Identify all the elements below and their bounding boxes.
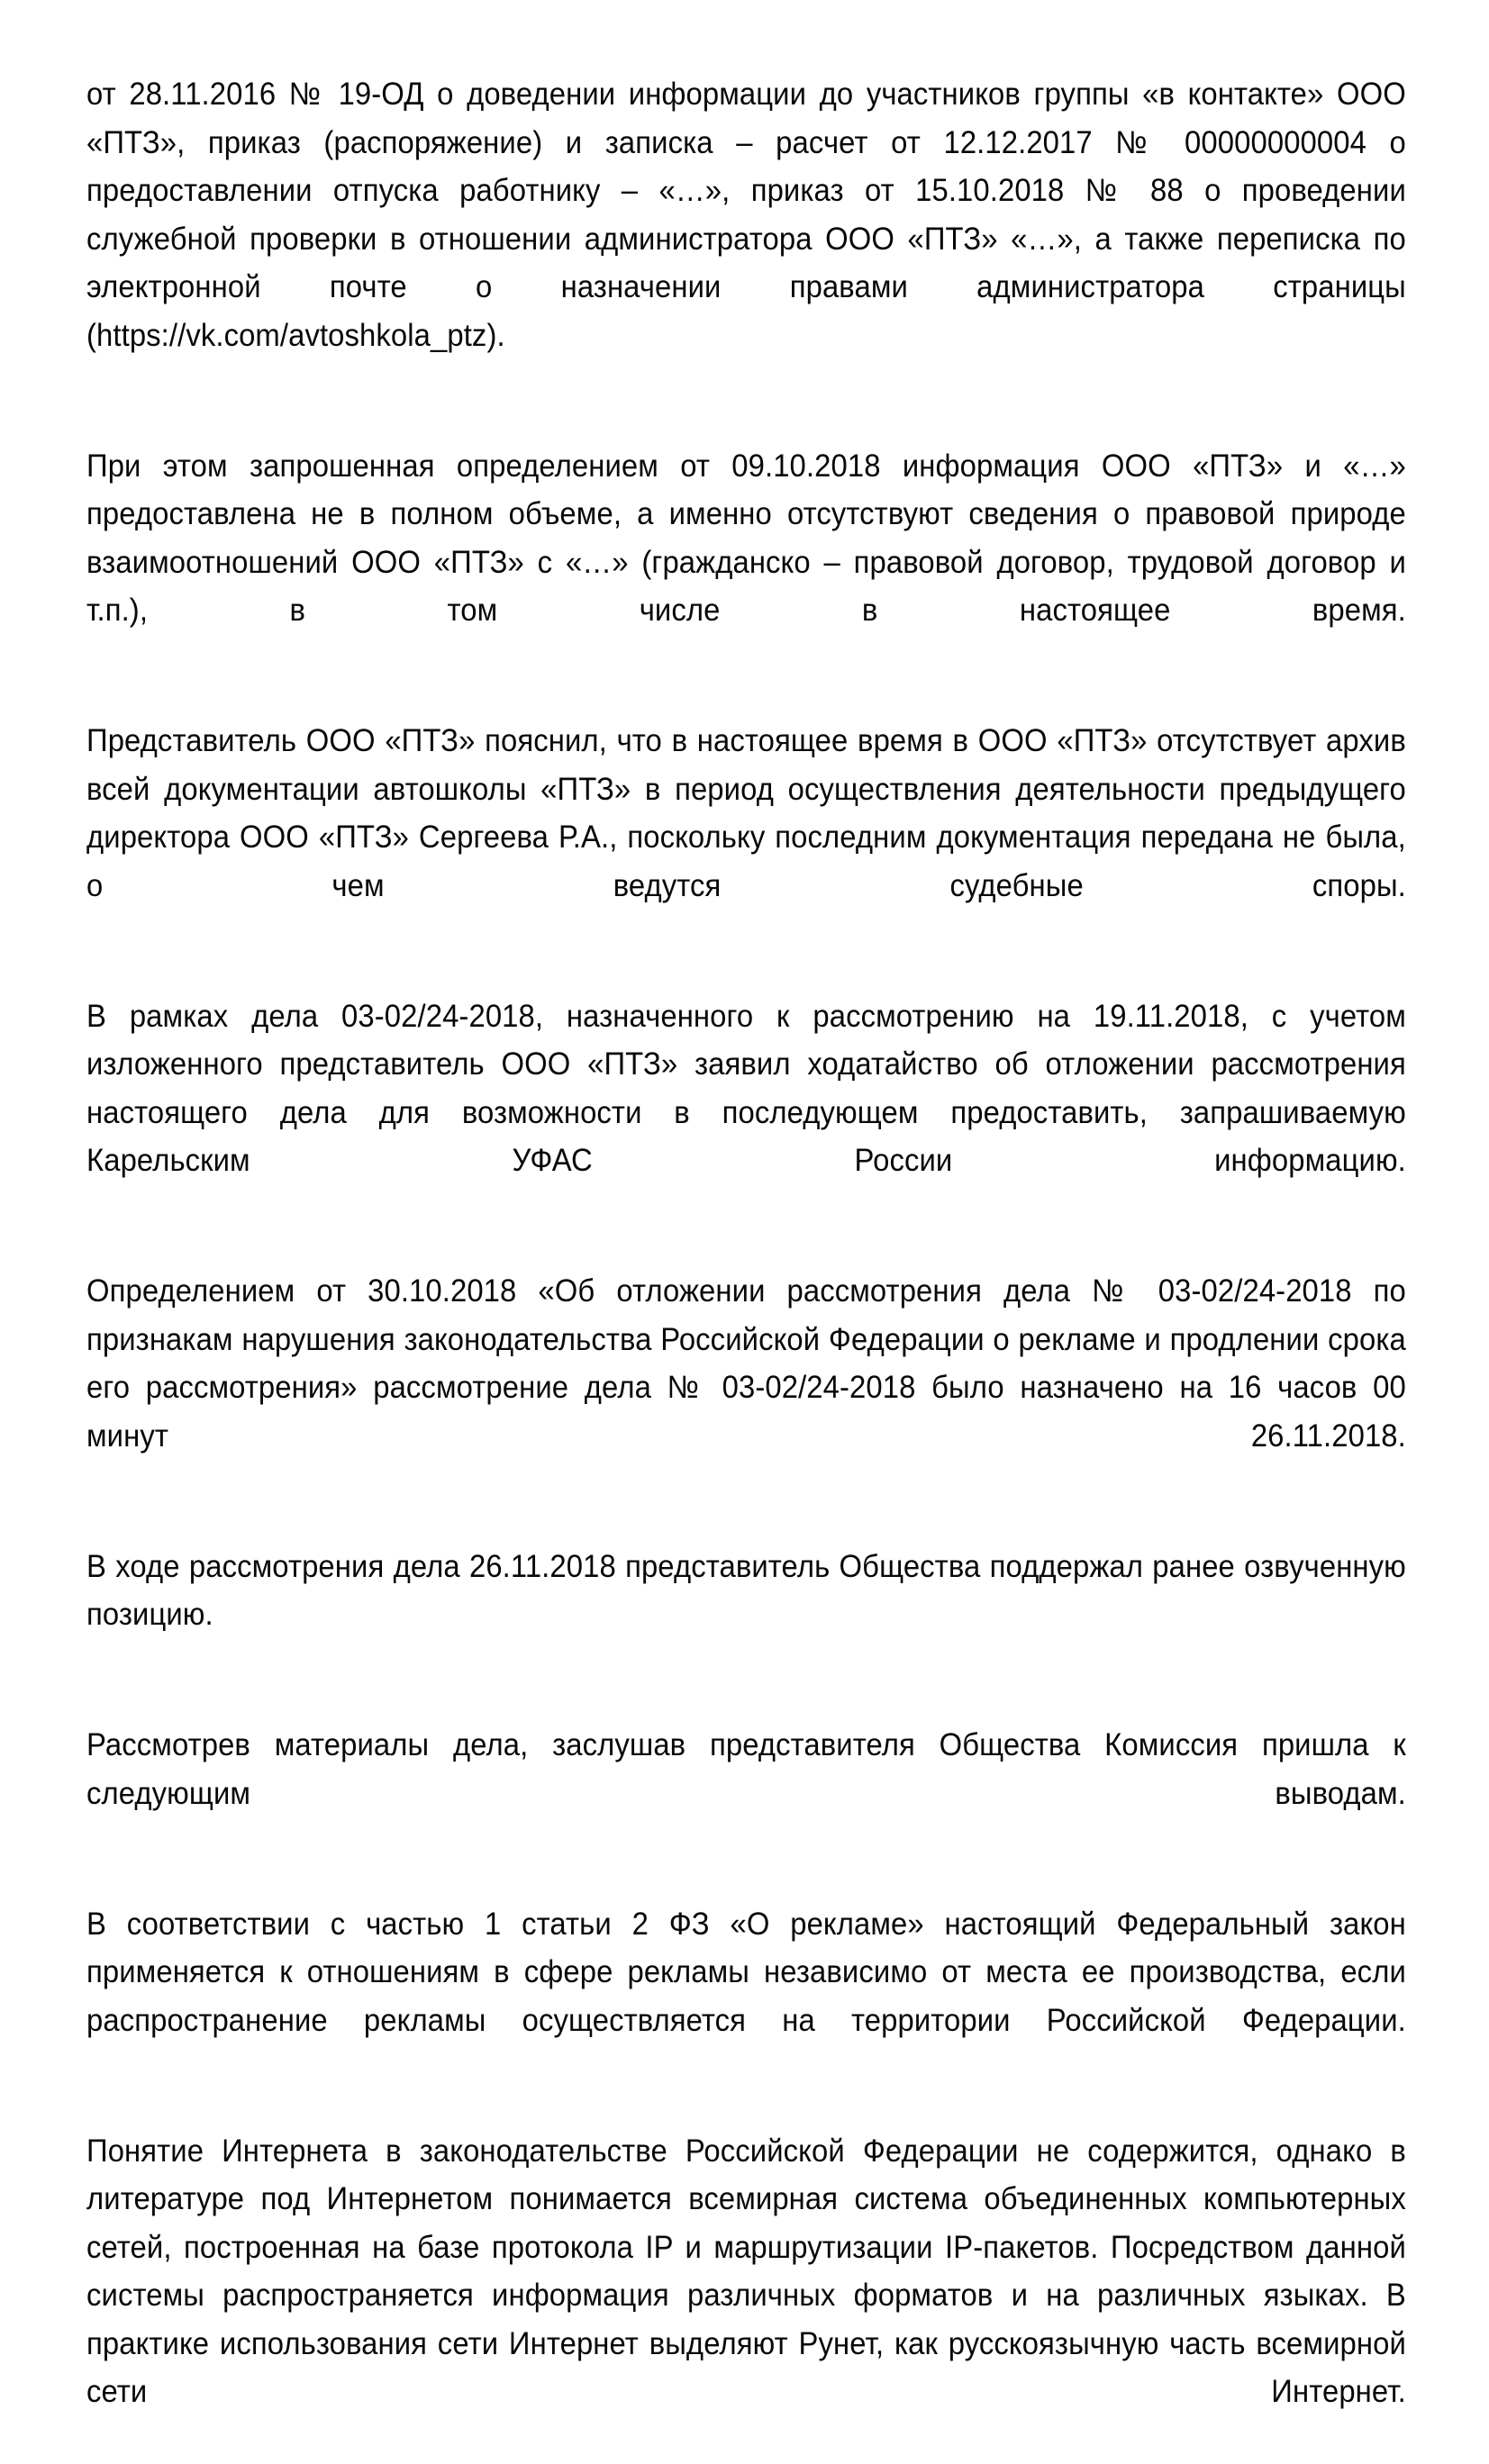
paragraph-determination-30-10-2018: Определением от 30.10.2018 «Об отложении рассмотрения дела № 03-02/24-2018 по признакам нарушения законодательства Российской Федерации о рекламе и продлении срока его рассмотрения» рассмотрение дела № 03-02/24-2018 было назначено на 16 часов 00 минут 26.11.2018. — [86, 1267, 1406, 1508]
paragraph-representative-explanation: Представитель ООО «ПТЗ» пояснил, что в настоящее время в ООО «ПТЗ» отсутствует архив всей документации автошколы «ПТЗ» в период осуществления деятельности предыдущего директора ООО «ПТЗ» Сергеева Р.А., поскольку последним документация передана не была, о чем ведутся судебные споры. — [86, 717, 1406, 958]
paragraph-commission-conclusions: Рассмотрев материалы дела, заслушав представителя Общества Комиссия пришла к следующим выводам. — [86, 1721, 1406, 1866]
document-text-body — [86, 70, 1406, 2464]
paragraph-incomplete-information: При этом запрошенная определением от 09.10.2018 информация ООО «ПТЗ» и «…» предоставлена не в полном объеме, а именно отсутствуют сведения о правовой природе взаимоотношений ООО «ПТЗ» с «…» (гражданско – правовой договор, трудовой договор и т.п.), в том числе в настоящее время. — [86, 442, 1406, 684]
paragraph-advertising-law-scope: В соответствии с частью 1 статьи 2 ФЗ «О рекламе» настоящий Федеральный закон применяется к отношениям в сфере рекламы независимо от места ее производства, если распространение рекламы осуществляется на территории Российской Федерации. — [86, 1900, 1406, 2093]
paragraph-motion-to-postpone: В рамках дела 03-02/24-2018, назначенного к рассмотрению на 19.11.2018, с учетом изложенного представитель ООО «ПТЗ» заявил ходатайство об отложении рассмотрения настоящего дела для возможности в последующем предоставить, запрашиваемую Карельским УФАС России информацию. — [86, 992, 1406, 1234]
paragraph-hearing-26-11-2018: В ходе рассмотрения дела 26.11.2018 представитель Общества поддержал ранее озвученную позицию. — [86, 1543, 1406, 1688]
paragraph-internet-definition: Понятие Интернета в законодательстве Российской Федерации не содержится, однако в литературе под Интернетом понимается всемирная система объединенных компьютерных сетей, построенная на базе протокола IP и маршрутизации IP-пакетов. Посредством данной системы распространяется информация различных форматов и на различных языках. В практике использования сети Интернет выделяют Рунет, как русскоязычную часть всемирной сети Интернет. — [86, 2127, 1406, 2464]
paragraph-orders-and-correspondence: от 28.11.2016 № 19-ОД о доведении информации до участников группы «в контакте» ООО «ПТЗ», приказ (распоряжение) и записка – расчет от 12.12.2017 № 00000000004 о предоставлении отпуска работнику – «…», приказ от 15.10.2018 № 88 о проведении служебной проверки в отношении администратора ООО «ПТЗ» «…», а также переписка по электронной почте о назначении правами администратора страницы (https://vk.com/avtoshkola_ptz). — [86, 70, 1406, 408]
